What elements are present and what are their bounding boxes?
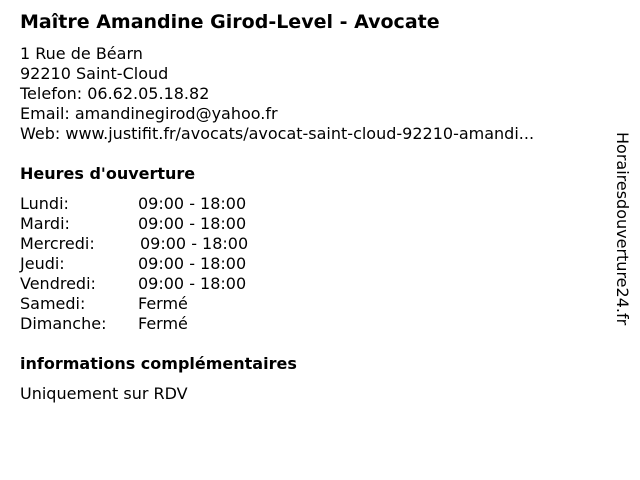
time-value: 09:00 - 18:00	[138, 254, 247, 273]
city-address: 92210 Saint-Cloud	[20, 64, 169, 83]
time-value: 09:00 - 18:00	[140, 234, 249, 253]
time-value: 09:00 - 18:00	[138, 274, 247, 293]
day-label: Dimanche:	[20, 314, 107, 333]
day-label: Mercredi:	[20, 234, 95, 253]
phone-number: Telefon: 06.62.05.18.82	[20, 84, 210, 103]
contact-block	[20, 44, 534, 144]
hours-heading: Heures d'ouverture	[20, 164, 196, 183]
day-label: Lundi:	[20, 194, 69, 213]
time-value: 09:00 - 18:00	[138, 214, 247, 233]
side-watermark	[612, 132, 632, 372]
website-url: Web: www.justifit.fr/avocats/avocat-saint-cloud-92210-amandi...	[20, 124, 535, 143]
day-label: Mardi:	[20, 214, 70, 233]
info-text: Uniquement sur RDV	[20, 384, 188, 403]
day-label: Jeudi:	[20, 254, 65, 273]
time-value: Fermé	[138, 294, 188, 313]
side-watermark-text: Horairesdouverture24.fr	[613, 132, 632, 326]
info-heading: informations complémentaires	[20, 354, 297, 373]
time-value: Fermé	[138, 314, 188, 333]
time-value: 09:00 - 18:00	[138, 194, 247, 213]
day-label: Samedi:	[20, 294, 86, 313]
street-address: 1 Rue de Béarn	[20, 44, 143, 63]
business-title: Maître Amandine Girod-Level - Avocate	[20, 11, 440, 33]
day-label: Vendredi:	[20, 274, 96, 293]
email-address: Email: amandinegirod@yahoo.fr	[20, 104, 278, 123]
